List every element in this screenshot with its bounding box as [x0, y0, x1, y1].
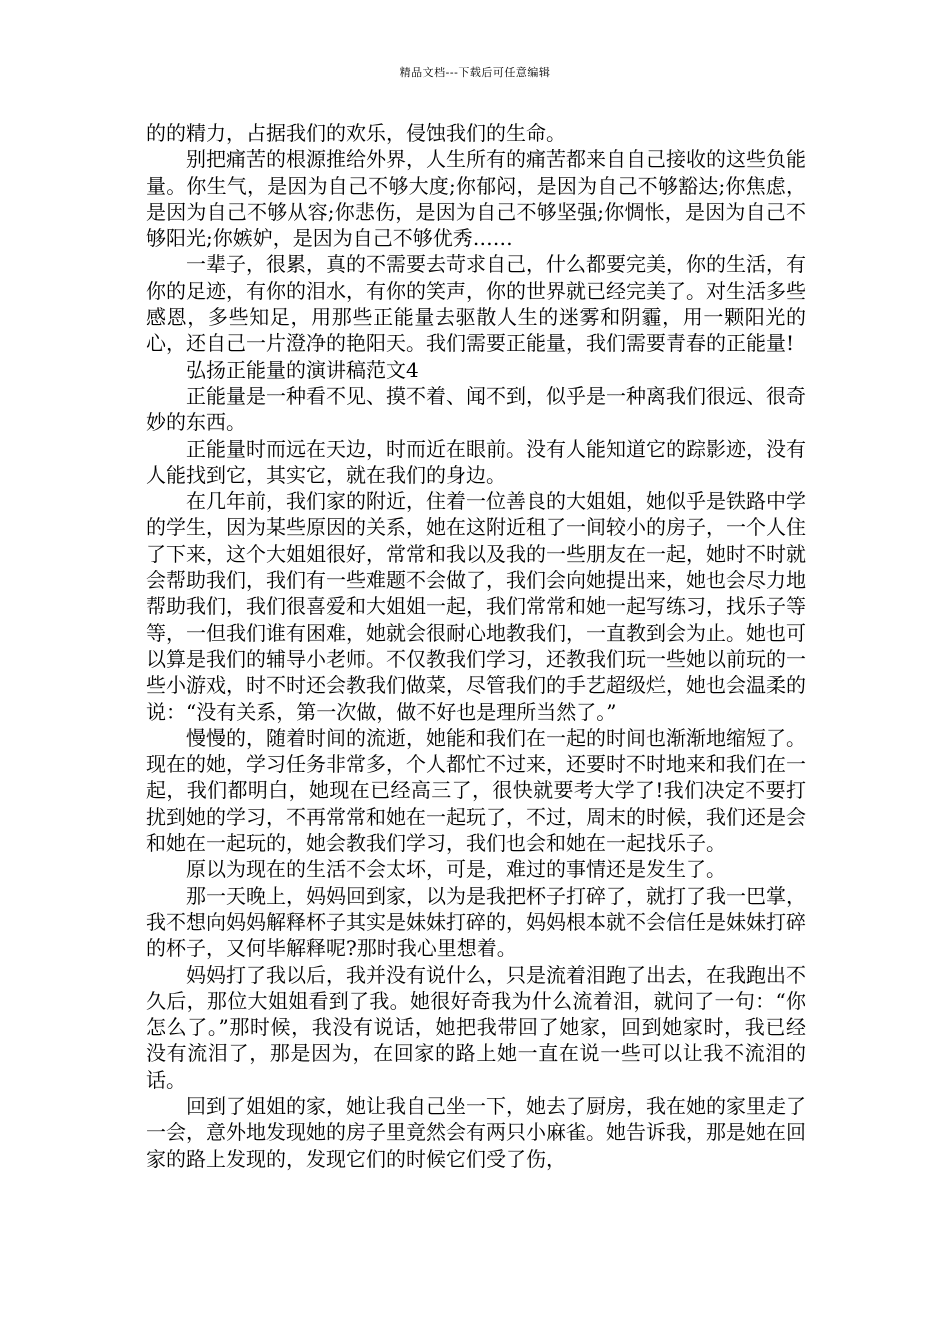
paragraph: 一辈子，很累，真的不需要去苛求自己，什么都要完美，你的生活，有你的足迹，有你的泪水，有你的笑声，你的世界就已经完美了。对生活多些感恩，多些知足，用那些正能量去驱散人生的迷雾和阴霾，用一颗阳光的心，还自己一片澄净的艳阳天。我们需要正能量，我们需要青春的正能量! — [146, 252, 806, 356]
page-header: 精品文档---下载后可任意编辑 — [399, 66, 551, 79]
paragraph: 那一天晚上，妈妈回到家，以为是我把杯子打碎了，就打了我一巴掌，我不想向妈妈解释杯子其实是妹妹打碎的，妈妈根本就不会信任是妹妹打碎的杯子，又何毕解释呢?那时我心里想着。 — [146, 883, 806, 961]
section-heading: 弘扬正能量的演讲稿范文4 — [186, 357, 419, 382]
document-body — [146, 120, 806, 1172]
paragraph: 原以为现在的生活不会太坏，可是，难过的事情还是发生了。 — [186, 857, 726, 882]
paragraph: 慢慢的，随着时间的流逝，她能和我们在一起的时间也渐渐地缩短了。现在的她，学习任务非常多，个人都忙不过来，还要时不时地来和我们在一起，我们都明白，她现在已经高三了，很快就要考大学了!我们决定不要打扰到她的学习，不再常常和她在一起玩了，不过，周末的时候，我们还是会和她在一起玩的，她会教我们学习，我们也会和她在一起找乐子。 — [146, 725, 806, 856]
paragraph: 在几年前，我们家的附近，住着一位善良的大姐姐，她似乎是铁路中学的学生，因为某些原因的关系，她在这附近租了一间较小的房子，一个人住了下来，这个大姐姐很好，常常和我以及我的一些朋友在一起，她时不时就会帮助我们，我们有一些难题不会做了，我们会向她提出来，她也会尽力地帮助我们，我们很喜爱和大姐姐一起，我们常常和她一起写练习，找乐子等等，一但我们谁有困难，她就会很耐心地教我们，一直教到会为止。她也可以算是我们的辅导小老师。不仅教我们学习，还教我们玩一些她以前玩的一些小游戏，时不时还会教我们做菜，尽管我们的手艺超级烂，她也会温柔的说：“没有关系，第一次做，做不好也是理所当然了。” — [146, 489, 806, 724]
paragraph: 正能量时而远在天边，时而近在眼前。没有人能知道它的踪影迹，没有人能找到它，其实它，就在我们的身边。 — [146, 436, 806, 487]
paragraph: 正能量是一种看不见、摸不着、闻不到，似乎是一种离我们很远、很奇妙的东西。 — [146, 383, 806, 435]
paragraph: 回到了姐姐的家，她让我自己坐一下，她去了厨房，我在她的家里走了一会，意外地发现她的房子里竟然会有两只小麻雀。她告诉我，那是她在回家的路上发现的，发现它们的时候它们受了伤， — [146, 1093, 806, 1171]
paragraph: 的的精力，占据我们的欢乐，侵蚀我们的生命。 — [146, 121, 566, 145]
paragraph: 妈妈打了我以后，我并没有说什么，只是流着泪跑了出去，在我跑出不久后，那位大姐姐看到了我。她很好奇我为什么流着泪，就问了一句：“你怎么了。”那时候，我没有说话，她把我带回了她家，回到她家时，我已经没有流泪了，那是因为，在回家的路上她一直在说一些可以让我不流泪的话。 — [146, 962, 806, 1092]
paragraph: 别把痛苦的根源推给外界，人生所有的痛苦都来自自己接收的这些负能量。你生气，是因为自己不够大度;你郁闷，是因为自己不够豁达;你焦虑，是因为自己不够从容;你悲伤，是因为自己不够坚强;你惆怅，是因为自己不够阳光;你嫉妒，是因为自己不够优秀…… — [146, 147, 806, 251]
